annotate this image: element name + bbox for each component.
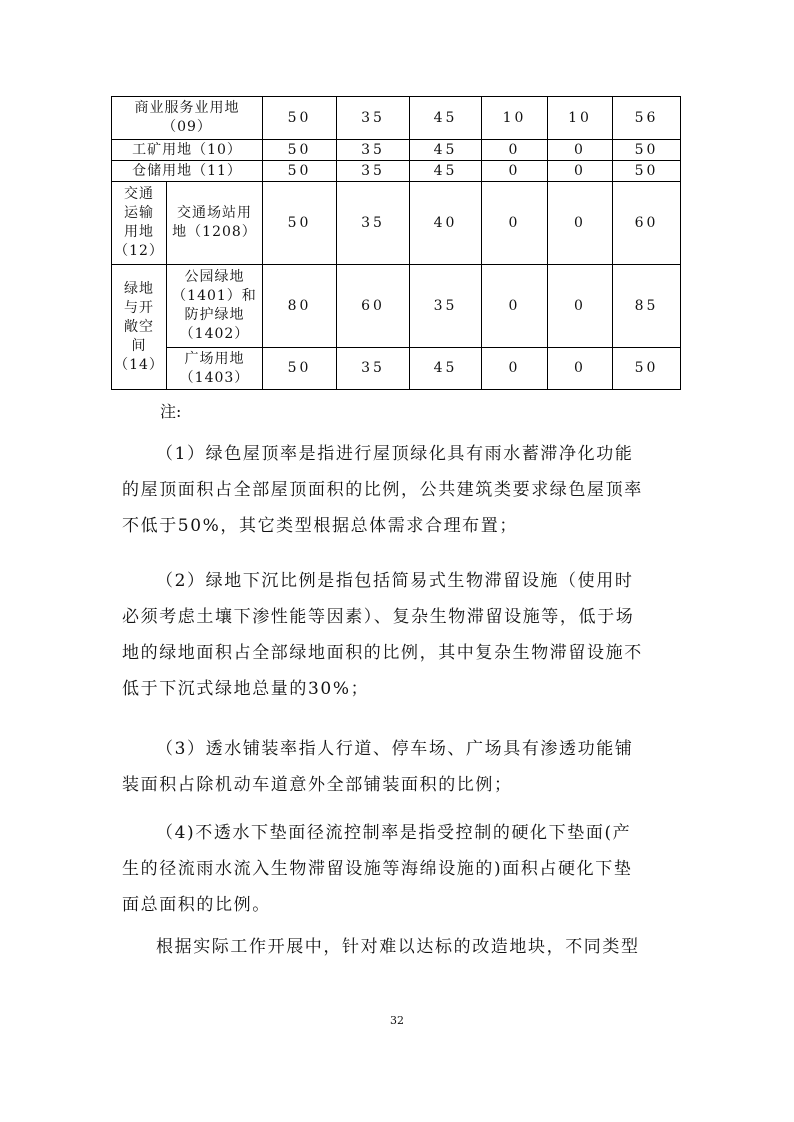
subcategory-cell: 广场用地 （1403） — [167, 348, 263, 390]
value-cell: 60 — [613, 182, 681, 265]
body-paragraph: 根据实际工作开展中，针对难以达标的改造地块，不同类型 — [156, 937, 640, 957]
page-number: 32 — [390, 1014, 404, 1027]
value-cell: 35 — [410, 265, 482, 348]
value-cell: 0 — [548, 348, 613, 390]
value-cell: 45 — [410, 348, 482, 390]
value-cell: 45 — [410, 97, 482, 140]
value-cell: 80 — [263, 265, 337, 348]
value-cell: 35 — [337, 161, 410, 182]
table-row — [112, 182, 681, 265]
value-cell: 50 — [263, 182, 337, 265]
value-cell: 35 — [337, 348, 410, 390]
value-cell: 85 — [613, 265, 681, 348]
value-cell: 50 — [263, 161, 337, 182]
value-cell: 0 — [548, 161, 613, 182]
note-paragraph-2: （2）绿地下沉比例是指包括简易式生物滞留设施（使用时 必须考虑土壤下渗性能等因素）、复杂生物滞留设施等，低于场 地的绿地面积占全部绿地面积的比例，其中复杂生物滞留设施不 低于下沉式绿地总量的30%； — [122, 571, 643, 699]
value-cell: 0 — [482, 161, 548, 182]
note-paragraph-4: （4)不透水下垫面径流控制率是指受控制的硬化下垫面(产 生的径流雨水流入生物滞留设施等海绵设施的)面积占硬化下垫 面总面积的比例。 — [122, 823, 633, 915]
note-label: 注: — [160, 402, 182, 421]
table-row — [112, 161, 681, 182]
value-cell: 50 — [613, 161, 681, 182]
value-cell: 35 — [337, 140, 410, 161]
table-row — [112, 348, 681, 390]
category-cell: 工矿用地（10） — [112, 140, 263, 161]
land-use-table — [111, 96, 681, 390]
table-row — [112, 265, 681, 348]
value-cell: 0 — [482, 140, 548, 161]
subcategory-cell: 公园绿地 （1401）和 防护绿地 （1402） — [167, 265, 263, 348]
value-cell: 50 — [263, 97, 337, 140]
value-cell: 40 — [410, 182, 482, 265]
value-cell: 0 — [482, 265, 548, 348]
value-cell: 35 — [337, 97, 410, 140]
value-cell: 0 — [548, 265, 613, 348]
value-cell: 50 — [263, 140, 337, 161]
value-cell: 50 — [613, 348, 681, 390]
value-cell: 0 — [482, 348, 548, 390]
note-paragraph-1: （1）绿色屋顶率是指进行屋顶绿化具有雨水蓄滞净化功能 的屋顶面积占全部屋顶面积的比例，公共建筑类要求绿色屋顶率 不低于50%，其它类型根据总体需求合理布置； — [122, 444, 643, 536]
value-cell: 10 — [548, 97, 613, 140]
value-cell: 10 — [482, 97, 548, 140]
note-paragraph-3: （3）透水铺装率指人行道、停车场、广场具有渗透功能铺 装面积占除机动车道意外全部铺装面积的比例； — [122, 739, 634, 795]
value-cell: 0 — [482, 182, 548, 265]
table-row — [112, 97, 681, 140]
value-cell: 45 — [410, 161, 482, 182]
category-cell: 仓储用地（11） — [112, 161, 263, 182]
group-cell-transport: 交通 运输 用地 （12） — [112, 182, 167, 265]
value-cell: 35 — [337, 182, 410, 265]
value-cell: 0 — [548, 140, 613, 161]
value-cell: 50 — [263, 348, 337, 390]
group-cell-green-space: 绿地 与开 敞空 间 （14） — [112, 265, 167, 390]
table-row — [112, 140, 681, 161]
value-cell: 56 — [613, 97, 681, 140]
value-cell: 45 — [410, 140, 482, 161]
value-cell: 60 — [337, 265, 410, 348]
category-cell: 商业服务业用地 （09） — [112, 97, 263, 140]
value-cell: 50 — [613, 140, 681, 161]
value-cell: 0 — [548, 182, 613, 265]
subcategory-cell: 交通场站用 地（1208） — [167, 182, 263, 265]
